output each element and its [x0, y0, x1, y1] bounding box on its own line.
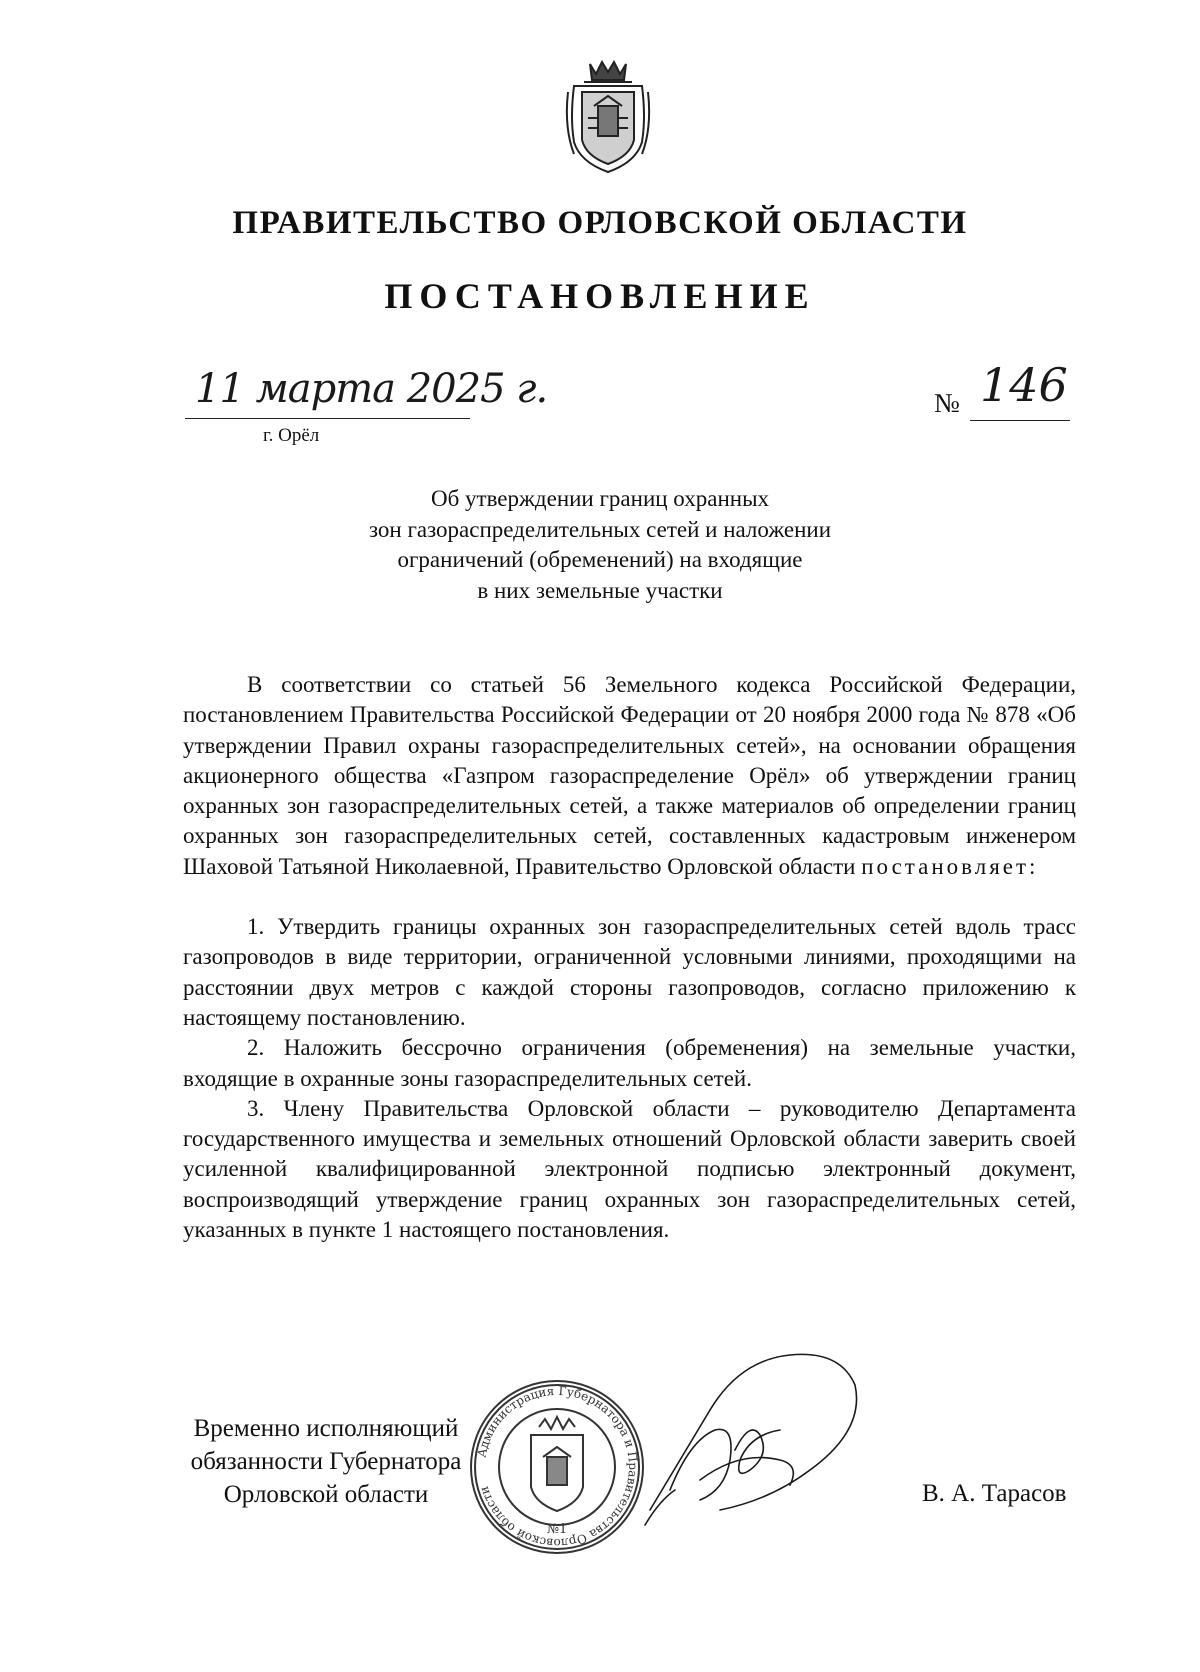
document-date: 11 марта 2025 г. — [195, 366, 548, 412]
subject-line: зон газораспределительных сетей и наложении — [368, 516, 832, 542]
handwritten-signature-icon — [640, 1340, 880, 1540]
preamble-paragraph — [183, 670, 1076, 882]
document-number: 146 — [980, 358, 1068, 412]
coat-of-arms-icon — [560, 58, 656, 176]
item-paragraph: 1. Утвердить границы охранных зон газораспределительных сетей вдоль трасс газопроводов в виде территории, ограниченной условными линиями, проходящими на расстоянии двух метров с каждой стороны газопроводов, согласно приложению к настоящему постановлению. — [183, 914, 1076, 1030]
document-city: г. Орёл — [263, 425, 320, 446]
item-paragraph: 2. Наложить бессрочно ограничения (обременения) на земельные участки, входящие в охранные зоны газораспределительных сетей. — [183, 1035, 1076, 1091]
position-line: Временно исполняющий — [193, 1415, 459, 1442]
document-subject — [0, 484, 1200, 606]
item-paragraph: 3. Члену Правительства Орловской области – руководителю Департамента государственного имущества и земельных отношений Орловской области заверить своей усиленной квалифицированной электронной подписью электронный документ, воспроизводящий утверждение границ охранных зон газораспределительных сетей, указанных в пункте 1 настоящего постановления. — [183, 1095, 1076, 1243]
date-underline — [185, 418, 470, 419]
number-underline — [970, 420, 1070, 421]
subject-line: в них земельные участки — [477, 577, 723, 603]
document-number-label: № — [934, 388, 960, 418]
seal-number: №1 — [546, 1522, 568, 1537]
official-seal-icon — [465, 1375, 650, 1560]
subject-line: ограничений (обременений) на входящие — [397, 547, 803, 572]
position-line: Орловской области — [223, 1481, 429, 1508]
preamble-text: В соответствии со статьей 56 Земельного кодекса Российской Федерации, постановлением Правительства Российской Федерации от 20 ноября 2000 года № 878 «Об утверждении Правил охраны газораспределительных сетей», на основании обращения акционерного общества «Газпром газораспределение Орёл» об утверждении границ охранных зон газораспределительных сетей, а также материалов об определении границ охранных зон газораспределительных сетей, составленных кадастровым инженером Шаховой Татьяной Николаевной, Правительство Орловской области — [183, 672, 1076, 879]
document-type-title: ПОСТАНОВЛЕНИЕ — [384, 276, 816, 316]
organization-title: ПРАВИТЕЛЬСТВО ОРЛОВСКОЙ ОБЛАСТИ — [232, 205, 968, 241]
position-line: обязанности Губернатора — [190, 1448, 462, 1475]
signatory-name: В. А. Тарасов — [922, 1480, 1067, 1507]
document-body — [183, 670, 1076, 1245]
signatory-position — [176, 1412, 476, 1511]
seal-text: Администрация Губернатора и Правительства Орловской области — [474, 1383, 641, 1551]
preamble-verb: постановляет: — [861, 853, 1039, 879]
subject-line: Об утверждении границ охранных — [430, 486, 770, 511]
